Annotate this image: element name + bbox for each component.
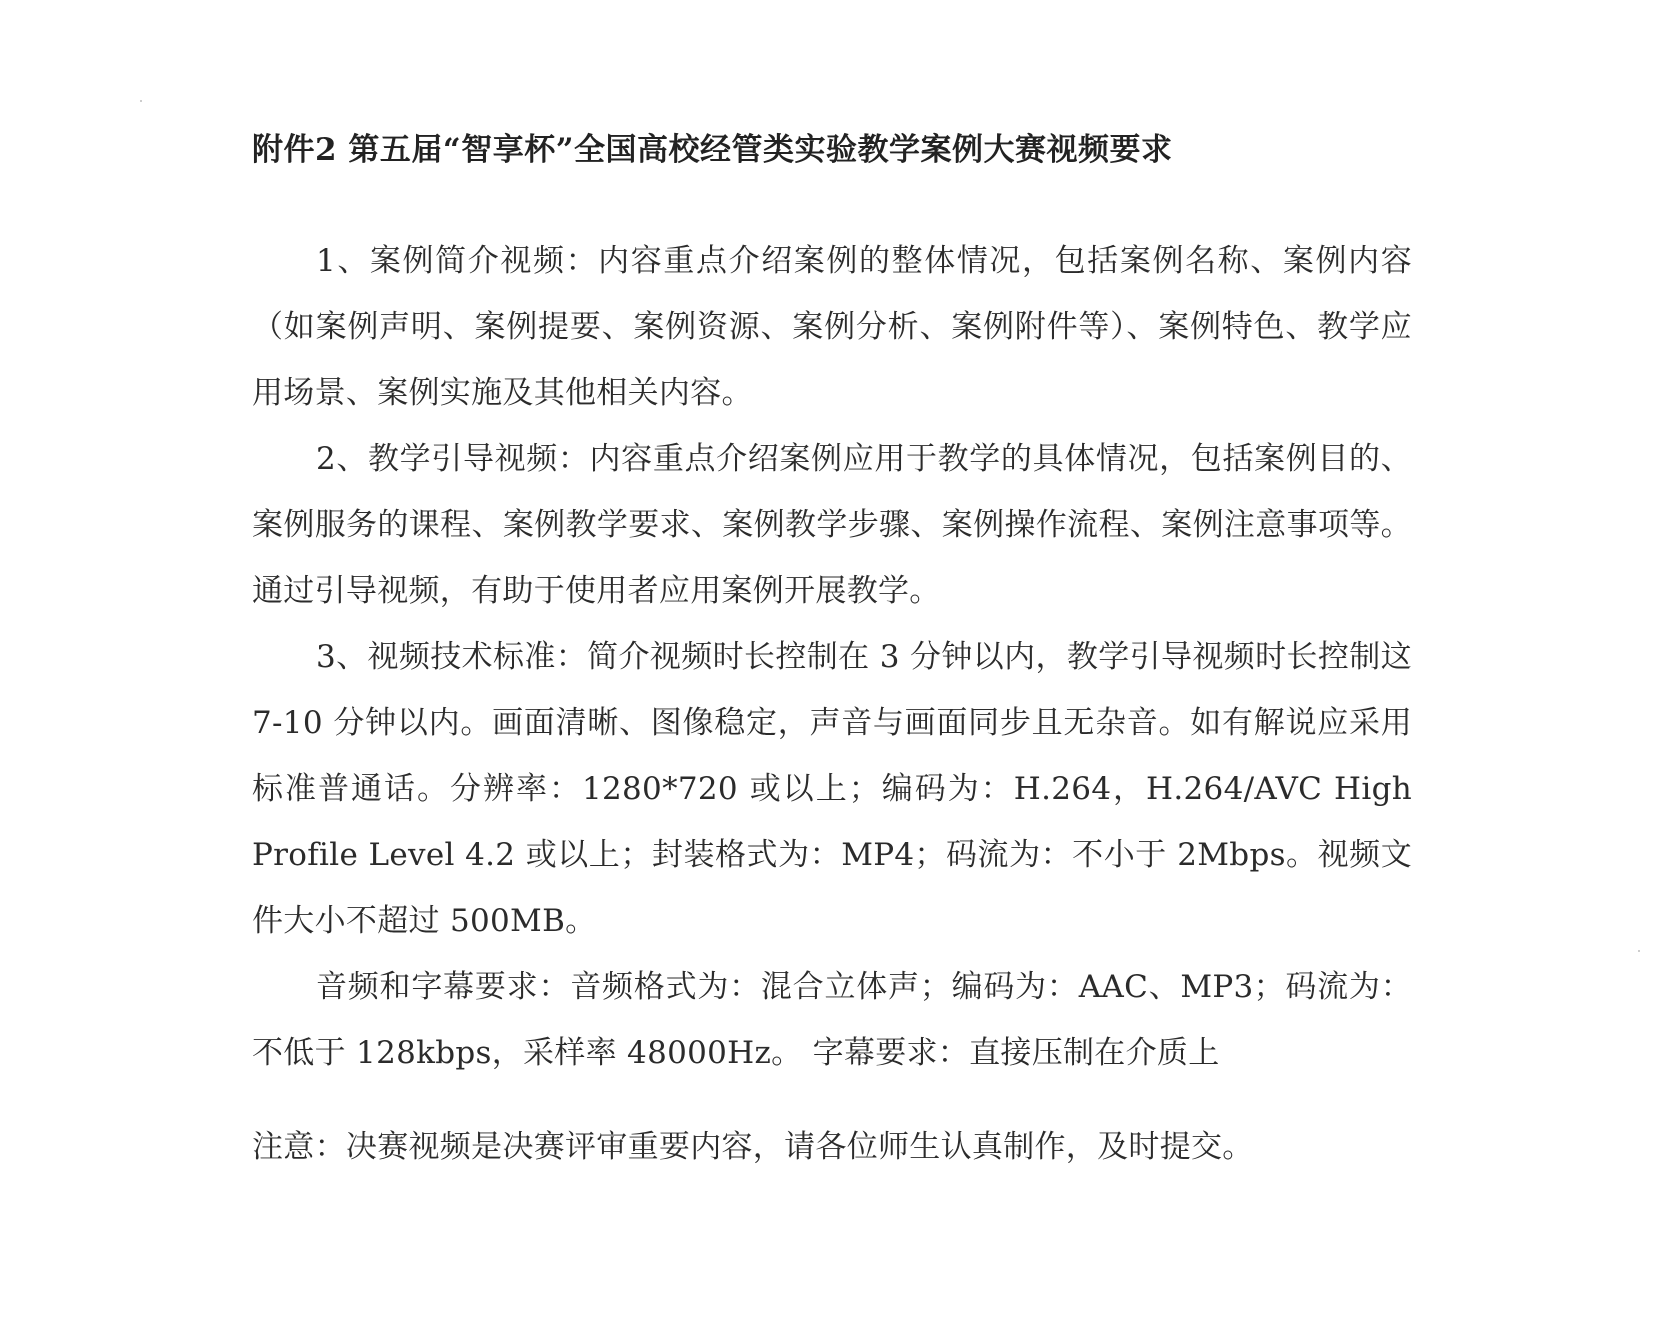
scan-speck (1638, 950, 1640, 952)
document-title: 附件2 第五届“智享杯”全国高校经管类实验教学案例大赛视频要求 (252, 132, 1173, 168)
paragraph-video-technical-standard: 3、视频技术标准：简介视频时长控制在 3 分钟以内，教学引导视频时长控制这 7-10 分钟以内。画面清晰、图像稳定，声音与画面同步且无杂音。如有解说应采用标准普通话。分辨率：1280*720 或以上；编码为：H.264，H.264/AVC High Profile Level 4.2 或以上；封装格式为：MP4；码流为：不小于 2Mbps。视频文件大小不超过 500MB。 (252, 639, 1412, 939)
paragraph-case-intro-video: 1、案例简介视频：内容重点介绍案例的整体情况，包括案例名称、案例内容（如案例声明、案例提要、案例资源、案例分析、案例附件等）、案例特色、教学应用场景、案例实施及其他相关内容。 (252, 243, 1412, 411)
document-body (252, 130, 1412, 1180)
paragraph-audio-subtitle-requirements: 音频和字幕要求：音频格式为：混合立体声；编码为：AAC、MP3；码流为：不低于 128kbps，采样率 48000Hz。 字幕要求：直接压制在介质上 (252, 969, 1412, 1071)
note-text: 注意：决赛视频是决赛评审重要内容，请各位师生认真制作，及时提交。 (252, 1129, 1254, 1165)
paragraph-teaching-guide-video: 2、教学引导视频：内容重点介绍案例应用于教学的具体情况，包括案例目的、案例服务的课程、案例教学要求、案例教学步骤、案例操作流程、案例注意事项等。通过引导视频，有助于使用者应用案例开展教学。 (252, 441, 1412, 609)
scan-speck (140, 100, 142, 102)
